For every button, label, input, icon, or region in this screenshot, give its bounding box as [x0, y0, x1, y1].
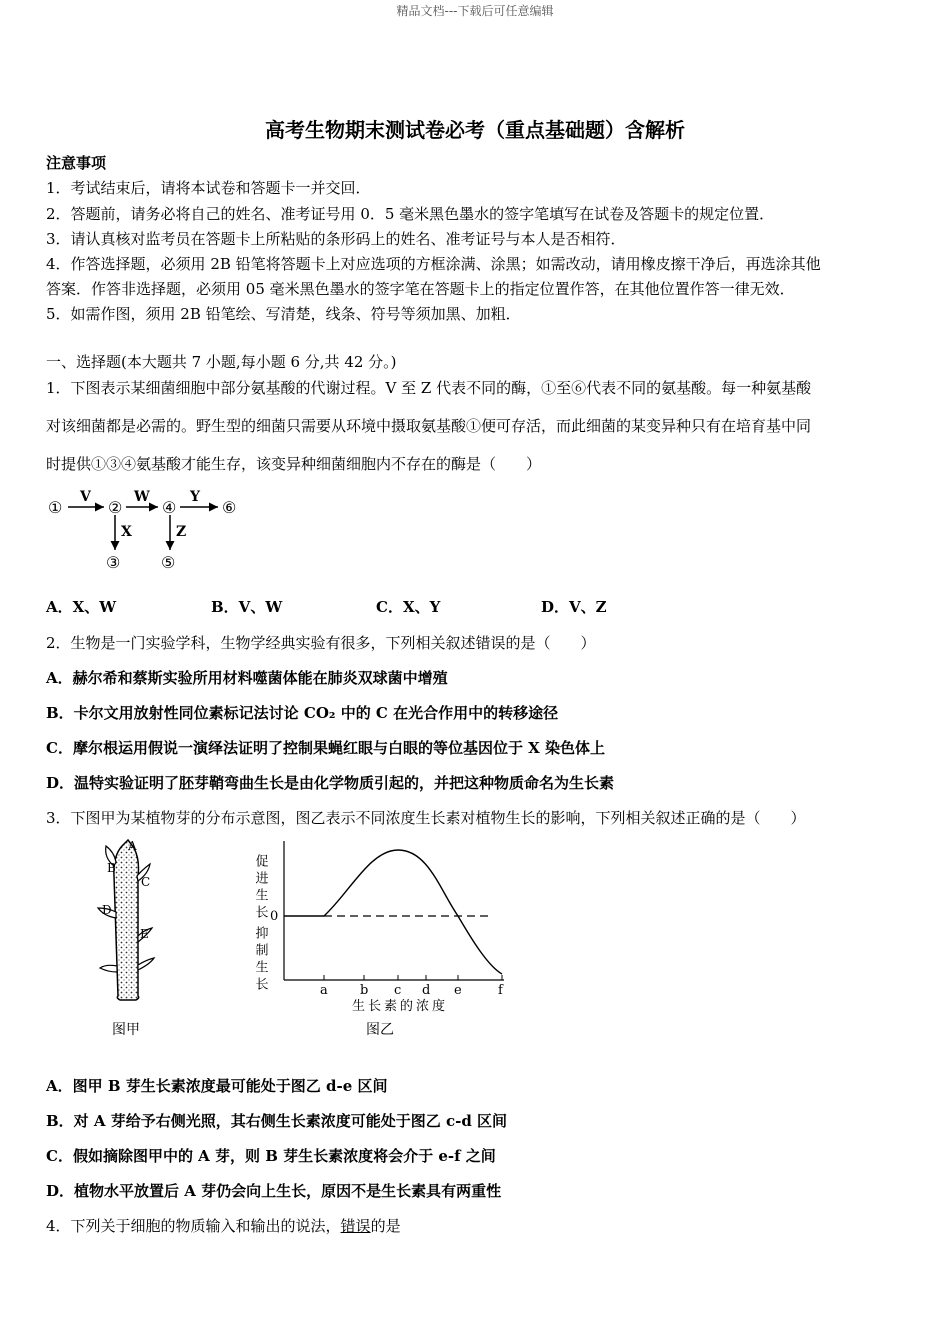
x-axis-label: 生长素的浓度	[352, 999, 449, 1014]
tick-d: d	[422, 983, 431, 998]
node-3: ③	[106, 553, 121, 572]
notice-heading: 注意事项	[46, 154, 107, 172]
enzyme-z: Z	[176, 524, 187, 540]
q1-stem-line: 1．下图表示某细菌细胞中部分氨基酸的代谢过程。V 至 Z 代表不同的酶，①至⑥代表不同的氨基酸。每一种氨基酸	[46, 379, 812, 397]
page-title: 高考生物期末测试卷必考（重点基础题）含解析	[265, 118, 685, 142]
q3-option-c: C．假如摘除图甲中的 A 芽，则 B 芽生长素浓度将会介于 e-f 之间	[46, 1147, 496, 1165]
node-5: ⑤	[161, 553, 176, 572]
bud-label-b: B	[107, 861, 116, 875]
q2-option-d: D．温特实验证明了胚芽鞘弯曲生长是由化学物质引起的，并把这种物质命名为生长素	[46, 774, 615, 792]
q3-option-d: D．植物水平放置后 A 芽仍会向上生长，原因不是生长素具有两重性	[46, 1182, 502, 1200]
notice-item: 4．作答选择题，必须用 2B 铅笔将答题卡上对应选项的方框涂满、涂黑；如需改动，请用橡皮擦干净后，再选涂其他	[46, 255, 821, 273]
node-6: ⑥	[222, 498, 237, 517]
q1-option-c: C．X、Y	[376, 598, 441, 616]
y-axis-promote-label: 促进生长	[252, 854, 268, 922]
q2-option-c: C．摩尔根运用假说一演绎法证明了控制果蝇红眼与白眼的等位基因位于 X 染色体上	[46, 739, 606, 757]
bud-label-d: D	[102, 903, 112, 917]
notice-item: 2．答题前，请务必将自己的姓名、准考证号用 0．5 毫米黑色墨水的签字笔填写在试卷及答题卡的规定位置．	[46, 205, 775, 223]
figure-jia-plant-buds	[80, 836, 190, 1046]
node-2: ②	[108, 498, 123, 517]
bud-label-c: C	[141, 875, 151, 889]
enzyme-x: X	[121, 524, 132, 540]
q4-stem	[46, 1215, 906, 1236]
node-4: ④	[162, 498, 177, 517]
q2-option-b: B．卡尔文用放射性同位素标记法讨论 CO₂ 中的 C 在光合作用中的转移途径	[46, 704, 559, 722]
amino-acid-pathway-diagram	[40, 486, 260, 578]
q3-option-b: B．对 A 芽给予右侧光照，其右侧生长素浓度可能处于图乙 c-d 区间	[46, 1112, 508, 1130]
q1-option-a: A．X、W	[46, 598, 117, 616]
bud-label-a: A	[128, 839, 137, 853]
y-axis-inhibit-label: 抑制生长	[252, 926, 268, 994]
enzyme-w: W	[134, 489, 150, 505]
x-ticks	[324, 975, 502, 980]
figure-yi-auxin-curve	[240, 836, 520, 1046]
notice-item: 5．如需作图，须用 2B 铅笔绘、写清楚，线条、符号等须加黑、加粗．	[46, 305, 521, 323]
q3-option-a: A．图甲 B 芽生长素浓度最可能处于图乙 d-e 区间	[46, 1077, 388, 1095]
page-header: 精品文档---下载后可任意编辑	[396, 4, 554, 18]
q4-stem-underlined: 错误	[340, 1217, 371, 1235]
enzyme-y: Y	[190, 489, 200, 505]
node-1: ①	[48, 498, 63, 517]
q1-stem-line: 对该细菌都是必需的。野生型的细菌只需要从环境中摄取氨基酸①便可存活，而此细菌的某变异种只有在培育基中同	[46, 417, 812, 435]
tick-a: a	[320, 983, 328, 998]
q2-stem: 2．生物是一门实验学科，生物学经典实验有很多，下列相关叙述错误的是（ ）	[46, 634, 596, 652]
q1-stem-line: 时提供①③④氨基酸才能生存，该变异种细菌细胞内不存在的酶是（ ）	[46, 455, 542, 473]
notice-item: 答案．作答非选择题，必须用 05 毫米黑色墨水的签字笔在答题卡上的指定位置作答，在其他位置作答一律无效．	[46, 280, 795, 298]
q1-option-b: B．V、W	[211, 598, 283, 616]
tick-f: f	[498, 983, 503, 998]
zero-label: 0	[270, 909, 279, 924]
notice-item: 1．考试结束后，请将本试卷和答题卡一并交回．	[46, 179, 371, 197]
figure-yi-caption: 图乙	[366, 1022, 394, 1038]
tick-b: b	[360, 983, 369, 998]
section-heading: 一、选择题(本大题共 7 小题,每小题 6 分,共 42 分。)	[46, 353, 397, 371]
bud-label-e: E	[140, 927, 149, 941]
enzyme-v: V	[80, 489, 91, 505]
q2-option-a: A．赫尔希和蔡斯实验所用材料噬菌体能在肺炎双球菌中增殖	[46, 669, 448, 687]
tick-c: c	[394, 983, 402, 998]
notice-item: 3．请认真核对监考员在答题卡上所粘贴的条形码上的姓名、准考证号与本人是否相符．	[46, 230, 626, 248]
q1-option-d: D．V、Z	[541, 598, 607, 616]
tick-e: e	[454, 983, 462, 998]
q4-stem-prefix: 4．下列关于细胞的物质输入和输出的说法，	[46, 1217, 341, 1235]
figure-jia-caption: 图甲	[112, 1022, 140, 1038]
q4-stem-suffix: 的是	[370, 1217, 401, 1235]
q3-stem: 3．下图甲为某植物芽的分布示意图，图乙表示不同浓度生长素对植物生长的影响，下列相关叙述正确的是（ ）	[46, 809, 806, 827]
